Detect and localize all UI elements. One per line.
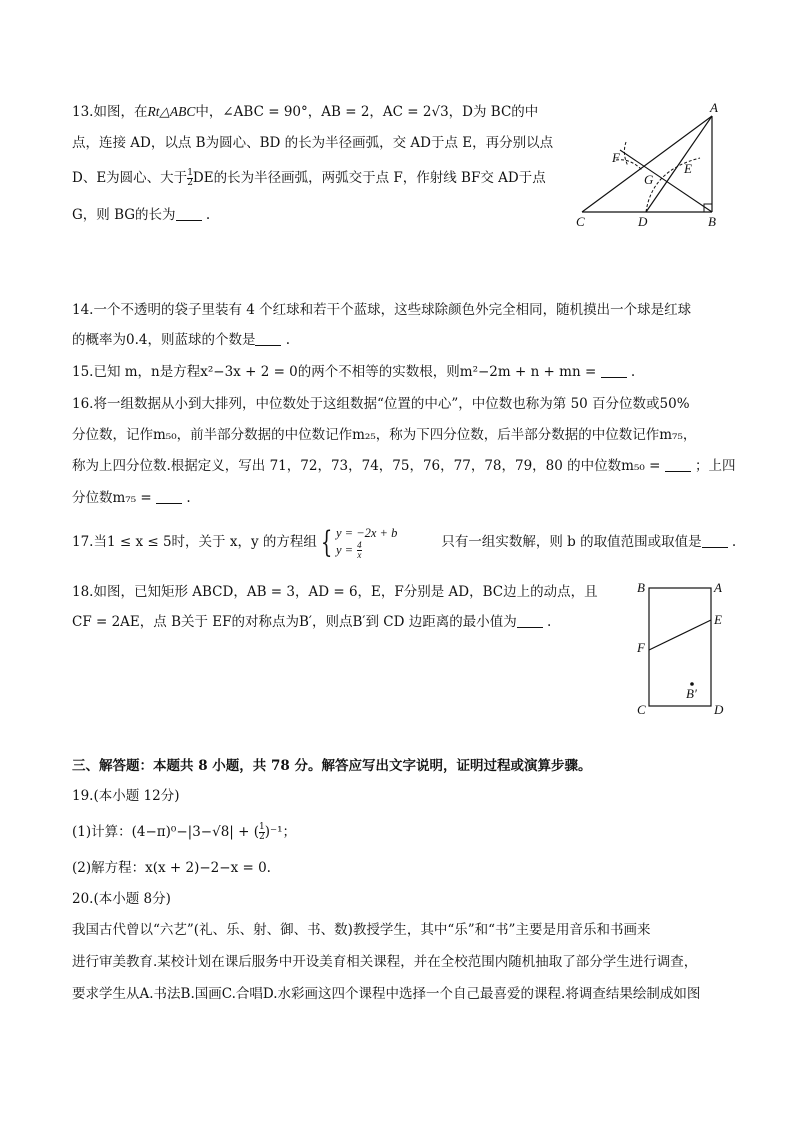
q18-question: CF = 2AE，点 B关于 EF的对称点为B′，则点B′到 CD 边距离的最小值为 — [72, 614, 517, 630]
q18-line2: CF = 2AE，点 B关于 EF的对称点为B′，则点B′到 CD 边距离的最小值为 . — [72, 614, 552, 630]
system-brace: { — [320, 524, 333, 560]
q20-line2: 进行审美教育.某校计划在课后服务中开设美育相关课程，并在全校范围内随机抽取了部分学生进行调查， — [72, 954, 698, 970]
q17-text-b: 只有一组实数解，则 b 的取值范围或取值是 — [441, 534, 702, 550]
q13-text-c: D、E为圆心、大于 — [72, 170, 188, 186]
answer-blank[interactable] — [517, 613, 543, 628]
q13-text-a: 13.如图，在 — [72, 104, 148, 120]
q16-line4: 分位数m₇₅ = . — [72, 490, 191, 506]
answer-blank[interactable] — [601, 363, 627, 378]
answer-blank[interactable] — [156, 489, 182, 504]
q18-line1: 18.如图，已知矩形 ABCD，AB = 3，AD = 6，E，F分别是 AD，BC边上的动点，且 — [72, 584, 598, 600]
label-C: C — [637, 702, 646, 717]
q13-line4: G，则 BG的长为 . — [72, 207, 211, 223]
q13-triangle-figure — [570, 100, 730, 232]
q16-line1: 16.将一组数据从小到大排列，中位数处于这组数据“位置的中心”，中位数也称为第 50 百分位数或50% — [72, 396, 690, 412]
q19-part1-text: (1)计算：(4−π)⁰−|3−√8| + ( — [72, 824, 260, 840]
q16-line2: 分位数，记作m₅₀，前半部分数据的中位数记作m₂₅，称为下四分位数，后半部分数据的中位数记作m₇₅， — [72, 427, 697, 443]
label-F: F — [637, 640, 645, 655]
section-3-heading: 三、解答题：本题共 8 小题，共 78 分。解答应写出文字说明，证明过程或演算步骤。 — [72, 758, 592, 774]
q18-rectangle-figure — [630, 578, 730, 720]
q20-line1: 我国古代曾以“六艺”(礼、乐、射、御、书、数)教授学生，其中“乐”和“书”主要是用音乐和书画来 — [72, 922, 651, 938]
answer-blank[interactable] — [665, 457, 691, 472]
q17-text-a: 17.当1 ≤ x ≤ 5时，关于 x，y 的方程组 — [72, 534, 317, 550]
q13-triangle-name: Rt△ABC — [147, 104, 196, 119]
q19-part2: (2)解方程：x(x + 2)−2−x = 0. — [72, 860, 271, 876]
label-A: A — [714, 580, 722, 595]
q14-line1: 14.一个不透明的袋子里装有 4 个红球和若干个蓝球，这些球除颜色外完全相同，随机摸出一个球是红球 — [72, 302, 692, 318]
q17-line: 17.当1 ≤ x ≤ 5时，关于 x，y 的方程组 { y = −2x + b y = $\frac{4}{x}$ 只有一组实数解，则 b 的取值范围或取值是 . — [72, 524, 737, 560]
answer-blank[interactable] — [255, 331, 281, 346]
q15-line: 15.已知 m，n是方程x²−3x + 2 = 0的两个不相等的实数根，则m²−2m + n + mn = . — [72, 364, 636, 380]
label-D: D — [714, 702, 724, 717]
label-E: E — [714, 612, 722, 627]
answer-blank[interactable] — [702, 533, 728, 548]
q19-fraction: $\frac{1}{2}$ — [259, 822, 265, 842]
q13-line3 — [72, 168, 546, 188]
q16-line3: 称为上四分位数.根据定义，写出 71，72，73，74，75，76，77，78，79，80 的中位数m₅₀ = ；上四 — [72, 458, 736, 474]
label-B: B — [637, 580, 645, 595]
equation-system: y = −2x + b y = $\frac{4}{x}$ — [335, 526, 398, 560]
label-A: A — [710, 100, 718, 115]
q15-question: 15.已知 m，n是方程x²−3x + 2 = 0的两个不相等的实数根，则m²−2m + n + mn = — [72, 364, 597, 380]
q13-line2: 点，连接 AD，以点 B为圆心、BD 的长为半径画弧，交 AD于点 E，再分别以点 — [72, 135, 554, 151]
q19-part1: (1)计算：(4−π)⁰−|3−√8| + ( $\frac{1}{2}$ )⁻¹； — [72, 822, 297, 842]
q20-line3: 要求学生从A.书法B.国画C.合唱D.水彩画这四个课程中选择一个自己最喜爱的课程.将调查结果绘制成如图 — [72, 986, 701, 1002]
q16-question-median: 称为上四分位数.根据定义，写出 71，72，73，74，75，76，77，78，79，80 的中位数m₅₀ = — [72, 458, 661, 474]
q14-question: 的概率为0.4，则蓝球的个数是 — [72, 332, 256, 348]
label-C: C — [576, 214, 585, 229]
q14-line2: 的概率为0.4，则蓝球的个数是 . — [72, 332, 291, 348]
q16-question-upper: 分位数m₇₅ = — [72, 490, 152, 506]
q19-heading: 19.(本小题 12分) — [72, 788, 180, 804]
q13-line1 — [72, 102, 538, 122]
q13-text-d: DE的长为半径画弧，两弧交于点 F，作射线 BF交 AD于点 — [192, 170, 546, 186]
answer-blank[interactable] — [176, 206, 202, 221]
q20-heading: 20.(本小题 8分) — [72, 891, 171, 907]
q13-text-b: 中，∠ABC = 90°，AB = 2，AC = 2√3，D为 BC的中 — [195, 104, 539, 120]
label-E: E — [684, 161, 692, 176]
q13-fraction: $\frac{1}{2}$ — [187, 168, 193, 188]
label-B-prime: B′ — [686, 686, 697, 701]
label-G: G — [644, 172, 654, 187]
label-D: D — [638, 214, 648, 229]
label-F: F — [612, 150, 620, 165]
q13-question: G，则 BG的长为 — [72, 207, 176, 223]
label-B: B — [708, 214, 716, 229]
